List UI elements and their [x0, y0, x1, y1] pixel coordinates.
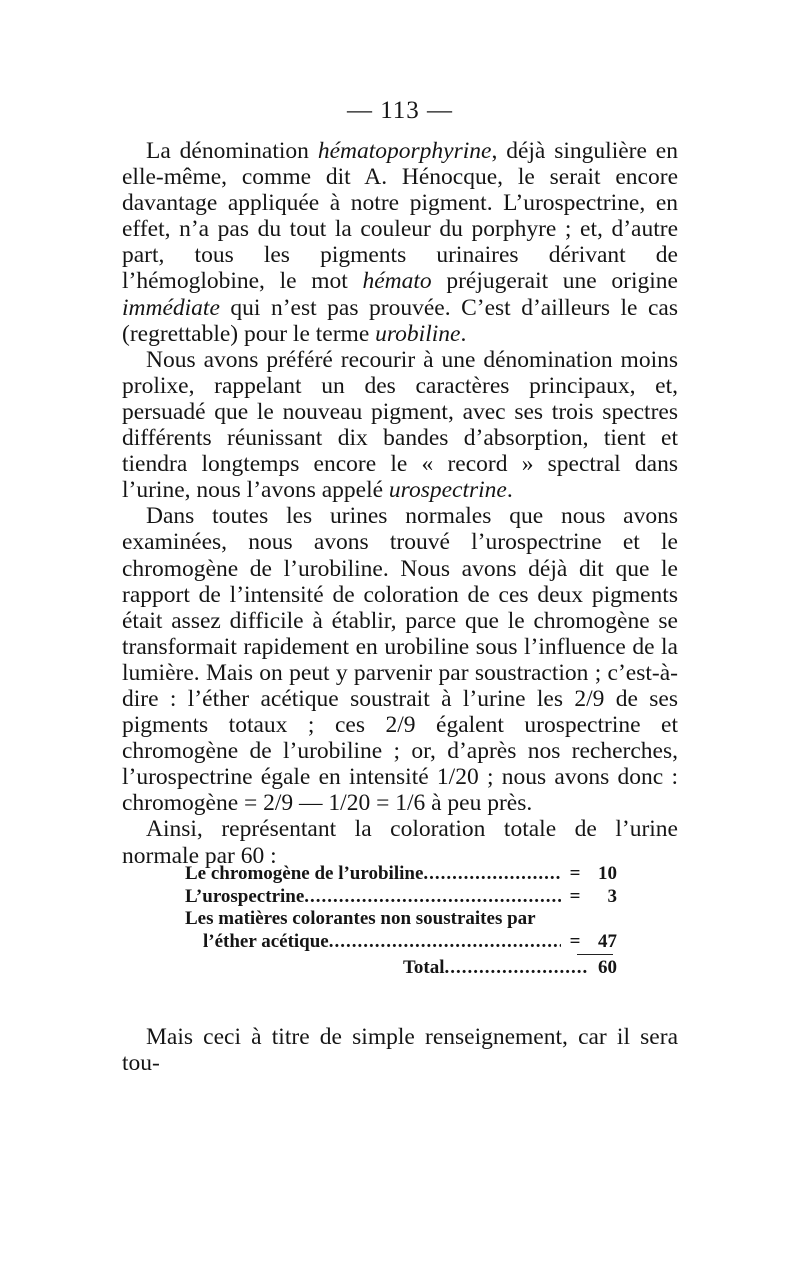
table-row	[185, 931, 617, 954]
text-run: préjugerait une origine	[431, 268, 678, 295]
paragraph-4: Ainsi, représentant la coloration totale de l’urine normale par 60 :	[122, 816, 678, 869]
equals-sign: =	[569, 930, 581, 952]
equals-sign: =	[569, 863, 581, 884]
italic-term: hématoporphyrine	[317, 138, 492, 164]
italic-term: hémato	[362, 268, 432, 295]
table-row	[185, 863, 617, 886]
row-label: Les matières colorantes non soustraites par	[185, 908, 536, 930]
text-run: La dénomination	[146, 138, 318, 164]
sum-rule	[577, 954, 613, 955]
italic-term: urobiline	[375, 320, 461, 347]
table-row-wrapped-first-line	[185, 908, 617, 931]
row-label-continued: l’éther acétique	[203, 930, 329, 952]
italic-term: immédiate	[122, 294, 220, 321]
paragraph-1	[122, 138, 678, 347]
paragraph-2	[122, 347, 678, 504]
paragraph-3: Dans toutes les urines normales que nous avons examinées, nous avons trouvé l’urospectrine et le chromogène de l’urobiline. Nous avons déjà dit que le rapport de l’intensité de coloration de ces deux pigments était assez difficile à établir, parce que le chromogène se transformait rapidement en urobiline sous l’influence de la lumière. Mais on peut y parvenir par soustraction ; c’est-à-dire : l’éther acétique soustrait à l’urine les 2/9 de ses pigments totaux ; ces 2/9 égalent urospectrine et chromogène de l’urobiline ; or, d’après nos recherches, l’urospectrine égale en intensité 1/20 ; nous avons donc : chromogène = 2/9 — 1/20 = 1/6 à peu près.	[122, 503, 678, 817]
text-run: Nous avons préféré recourir à une dénomination moins prolixe, rappelant un des caractères principaux, et, persuadé que le nouveau pigment, avec ses trois spectres différents réunissant dix bandes d’absorption, tient et tiendra longtemps encore le « record » spectral dans l’urine, nous l’avons appelé	[122, 346, 678, 504]
leader-dots	[445, 957, 589, 980]
page-number: — 113 —	[346, 97, 454, 124]
paragraph-5: Mais ceci à titre de simple renseignement, car il sera tou-	[122, 1023, 678, 1076]
text-run: qui n’est pas prouvée. C’est d’ailleurs le cas (regrettable) pour le terme	[122, 294, 678, 347]
leader-dots	[423, 863, 561, 886]
italic-term: urospectrine	[388, 477, 507, 504]
text-run: .	[506, 477, 513, 504]
body-text	[122, 138, 678, 869]
equals-sign: =	[569, 885, 581, 907]
total-value: 60	[598, 957, 617, 979]
row-value: 47	[598, 930, 617, 952]
pigment-table	[185, 863, 617, 980]
row-label: Le chromogène de l’urobiline	[185, 863, 424, 884]
leader-dots	[304, 886, 561, 909]
text-run: .	[460, 320, 467, 347]
row-value: 10	[598, 863, 617, 884]
table-row	[185, 886, 617, 909]
leader-dots	[329, 931, 561, 954]
row-label: L’urospectrine	[185, 885, 305, 907]
total-label: Total	[403, 957, 445, 979]
row-value: 3	[607, 885, 617, 907]
table-total-row	[185, 957, 617, 980]
text-run: , déjà singulière en elle-même, comme dit A. Hénocque, le serait encore davantage appliquée à notre pigment. L’urospectrine, en effet, n’a pas du tout la couleur du porphyre ; et, d’autre part, tous les pigments urinaires dérivant de l’hémoglobine, le mot	[122, 138, 678, 295]
